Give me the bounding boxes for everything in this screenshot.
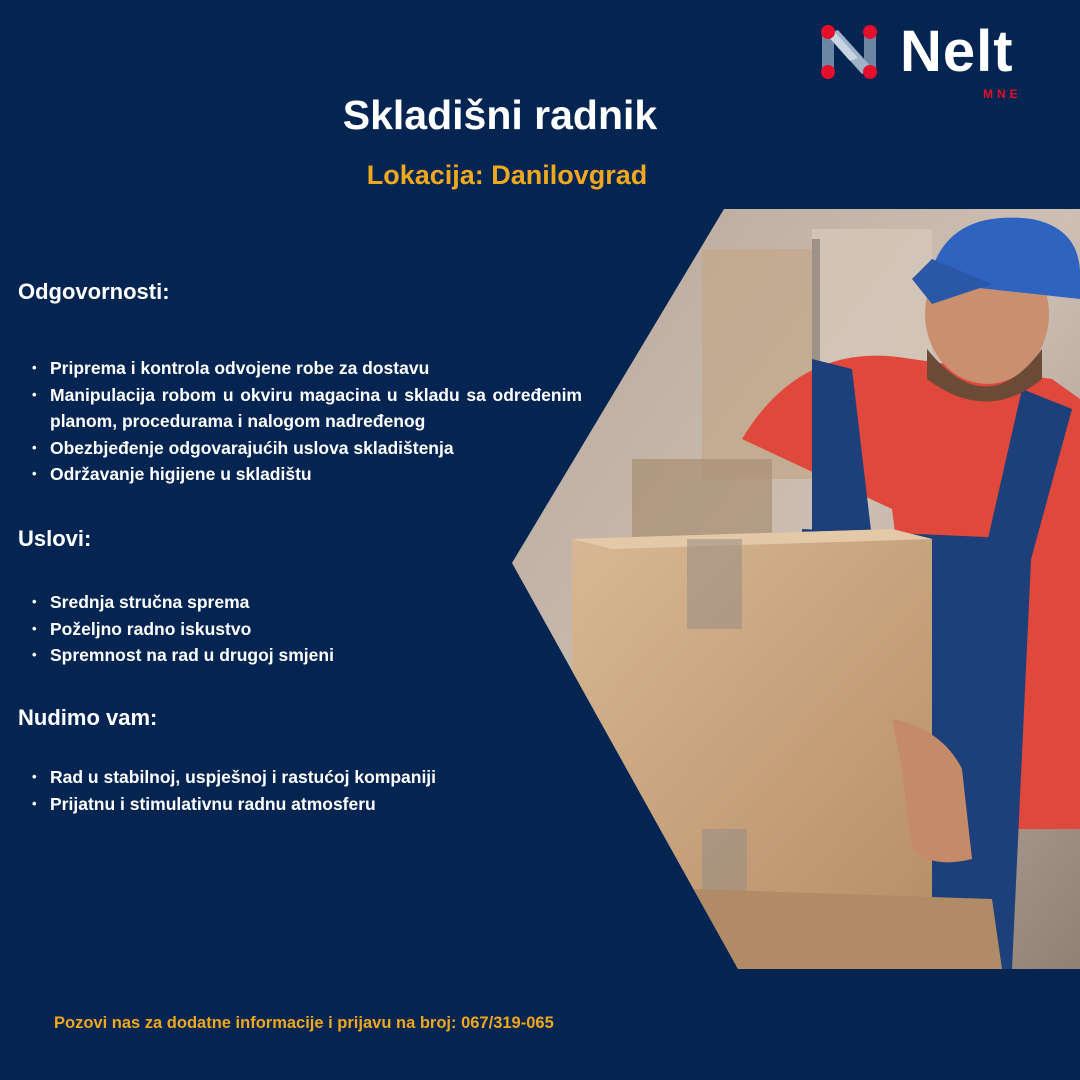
list-item: • Obezbjeđenje odgovarajućih uslova skladištenja [32, 435, 582, 462]
logo-region: MNE [983, 87, 1022, 101]
list-item: • Manipulacija robom u okviru magacina u skladu sa određenim planom, procedurama i nalogom nadređenog [32, 382, 582, 435]
nelt-logo-mark-icon [820, 24, 880, 80]
list-item: • Poželjno radno iskustvo [32, 616, 582, 643]
offer-list [32, 764, 582, 817]
logo-wordmark: Nelt [900, 19, 1014, 84]
list-item: • Priprema i kontrola odvojene robe za dostavu [32, 355, 582, 382]
list-item: • Održavanje higijene u skladištu [32, 461, 582, 488]
list-item: • Prijatnu i stimulativnu radnu atmosferu [32, 791, 582, 818]
requirements-heading: Uslovi: [18, 526, 92, 551]
offer-heading: Nudimo vam: [18, 705, 158, 730]
list-item: • Srednja stručna sprema [32, 589, 582, 616]
job-title: Skladišni radnik [342, 92, 658, 138]
job-location: Lokacija: Danilovgrad [366, 160, 648, 190]
contact-info: Pozovi nas za dodatne informacije i prijavu na broj: 067/319-065 [54, 1014, 554, 1032]
warehouse-worker-photo [512, 209, 1080, 969]
responsibilities-heading: Odgovornosti: [18, 279, 170, 304]
list-item: • Spremnost na rad u drugoj smjeni [32, 642, 582, 669]
responsibilities-list [32, 355, 582, 488]
list-item: • Rad u stabilnoj, uspješnoj i rastućoj kompaniji [32, 764, 582, 791]
requirements-list [32, 589, 582, 669]
